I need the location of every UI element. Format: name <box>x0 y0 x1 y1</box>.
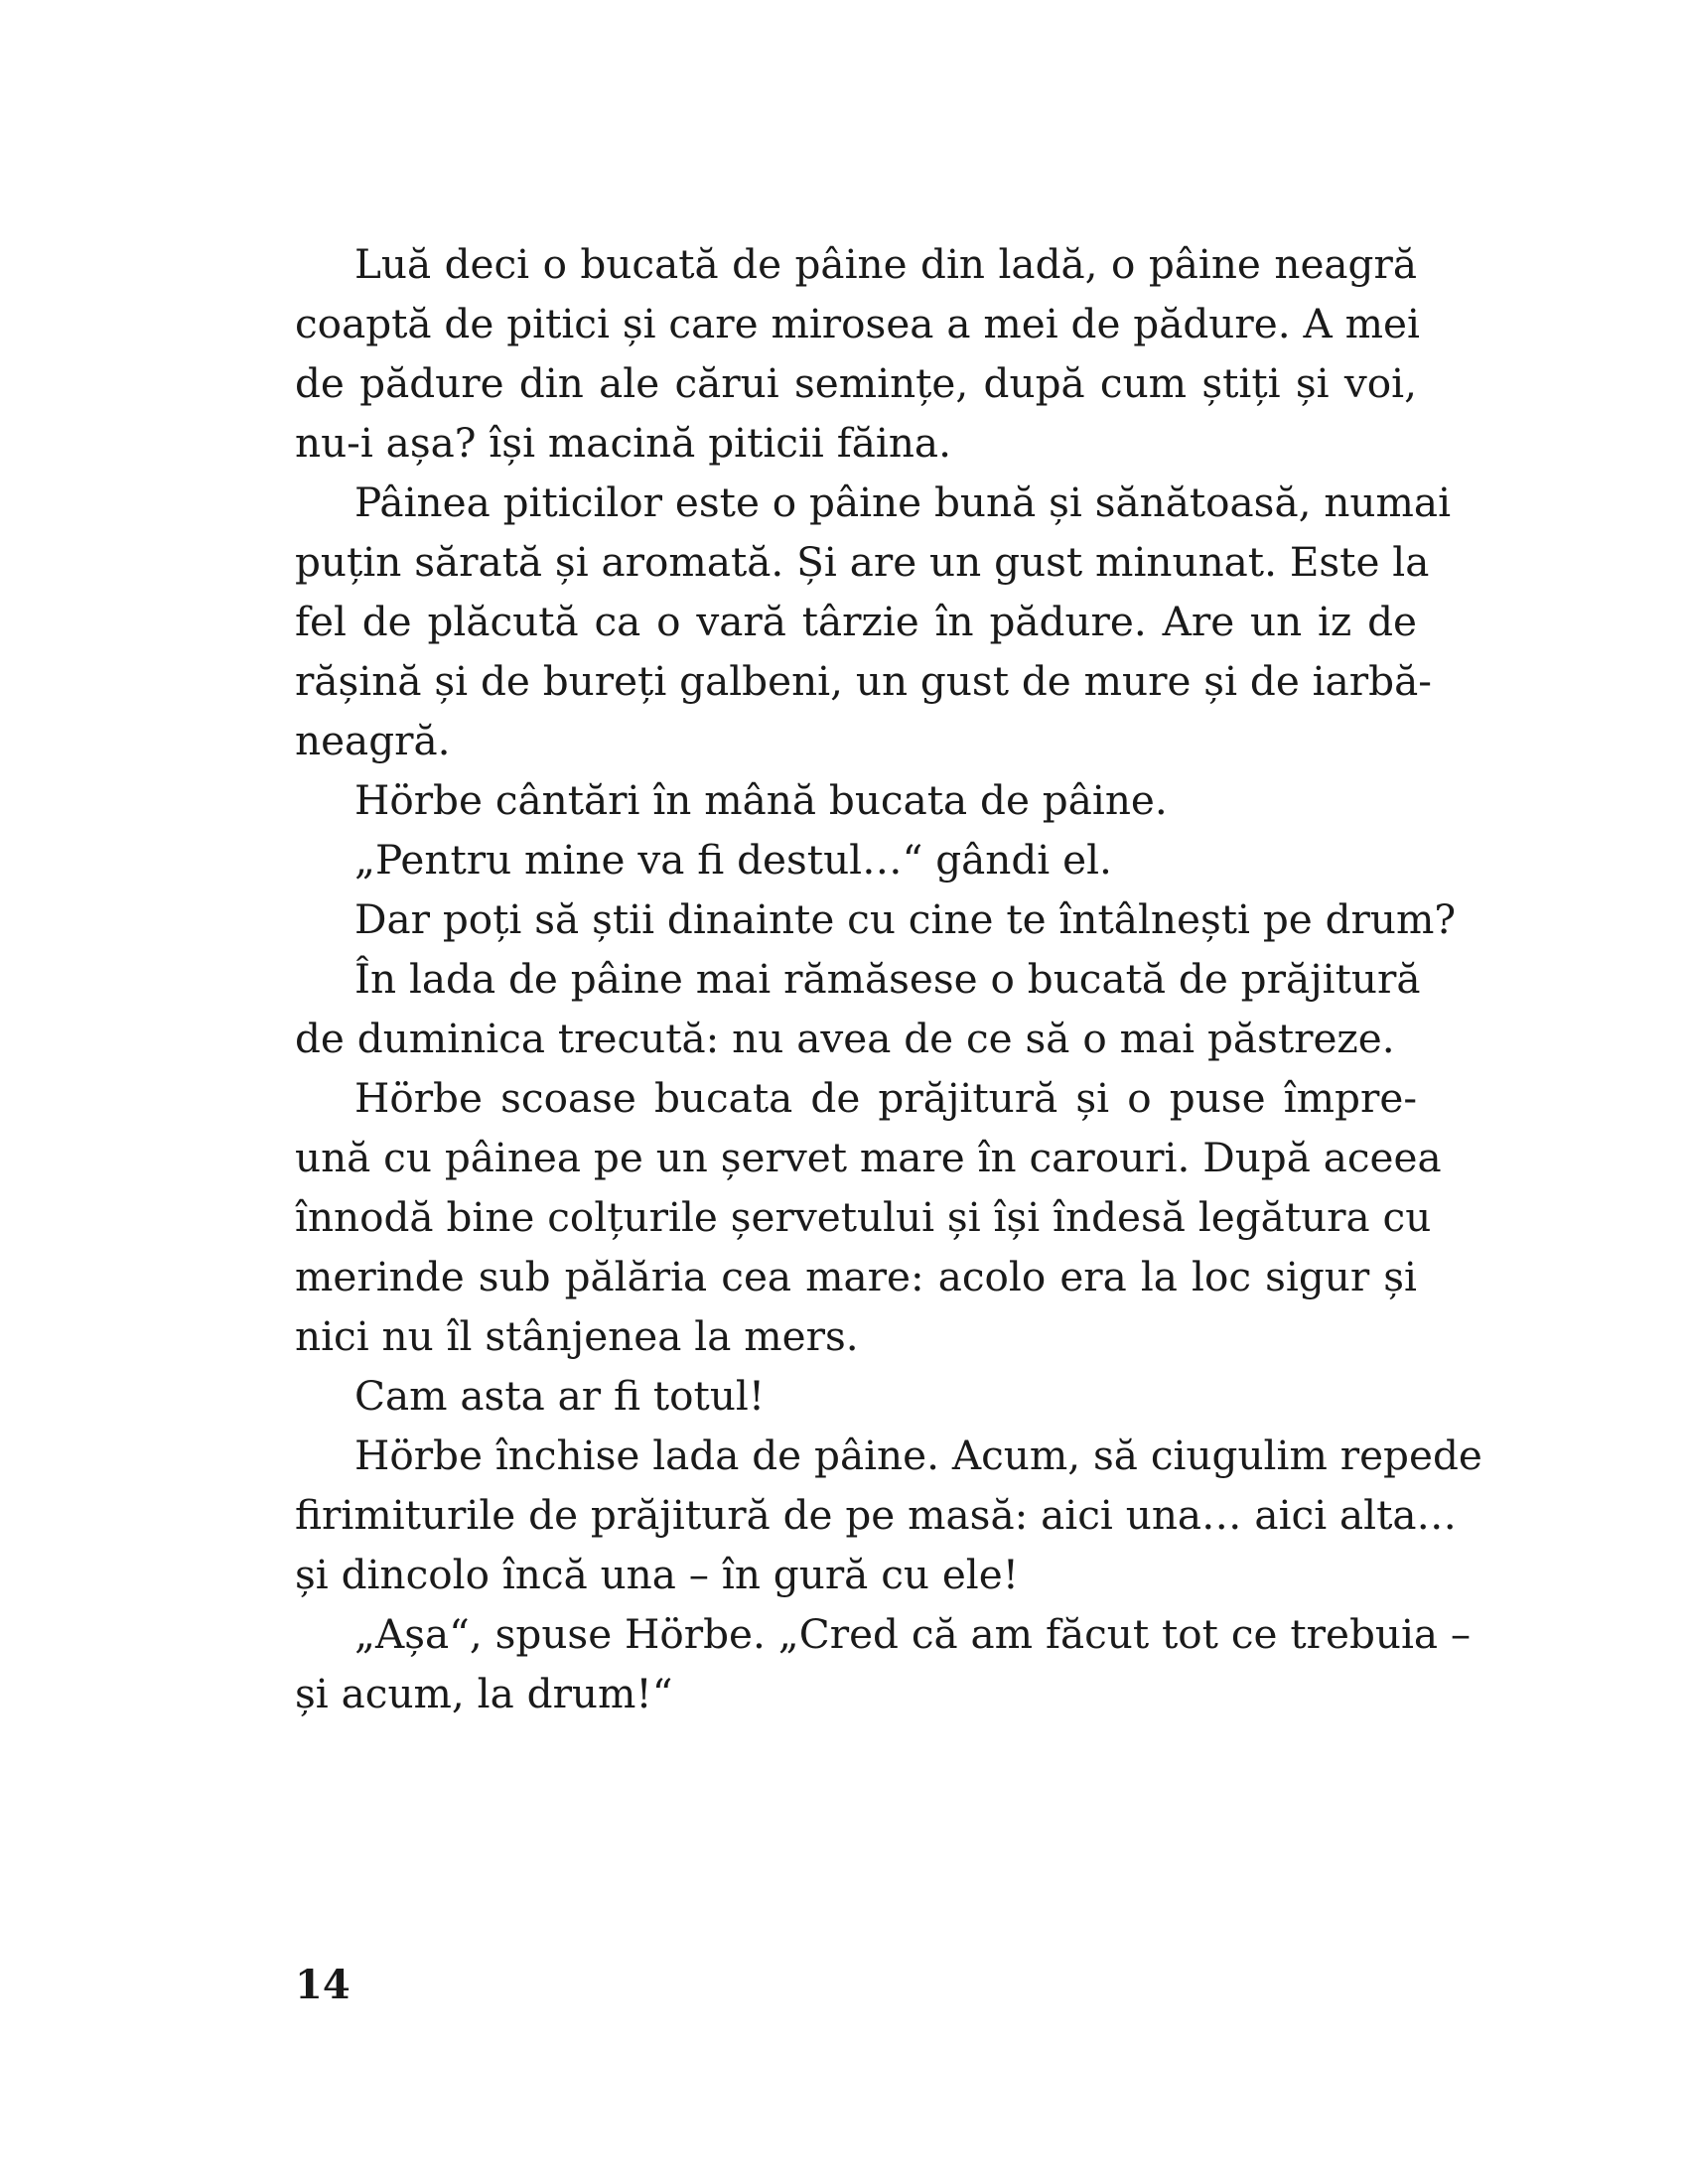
text-line: Hörbe cântări în mână bucata de pâine. <box>354 776 1168 824</box>
text-line: și dincolo încă una – în gură cu ele! <box>295 1551 1019 1598</box>
text-line: Luă deci o bucată de pâine din ladă, o pâine neagră <box>354 240 1417 288</box>
text-line: „Pentru mine va fi destul…“ gândi el. <box>354 836 1112 884</box>
paragraph <box>295 949 1421 1068</box>
text-line: „Așa“, spuse Hörbe. „Cred că am făcut tot ce trebuia – <box>354 1610 1472 1658</box>
paragraph <box>295 1604 1472 1723</box>
text-line: rășină și de bureți galbeni, un gust de mure și de iarbă- <box>295 657 1432 705</box>
paragraph <box>295 1426 1482 1604</box>
text-line: Cam asta ar fi totul! <box>354 1372 766 1420</box>
text-line: nu-i așa? își macină piticii făina. <box>295 419 951 467</box>
text-line: Pâinea piticilor este o pâine bună și sănătoasă, numai <box>354 478 1452 526</box>
paragraph <box>295 1366 1417 1426</box>
text-line: neagră. <box>295 717 451 764</box>
text-line: Dar poți să știi dinainte cu cine te întâlnești pe drum? <box>354 895 1457 943</box>
paragraph <box>295 770 1417 830</box>
text-line: Hörbe scoase bucata de prăjitură și o puse împre- <box>354 1074 1417 1122</box>
paragraph <box>295 473 1452 770</box>
text-line: înnodă bine colțurile șervetului și își îndesă legătura cu <box>295 1193 1432 1241</box>
text-line: În lada de pâine mai rămăsese o bucată de prăjitură <box>354 955 1421 1003</box>
text-line: Hörbe închise lada de pâine. Acum, să ciugulim repede <box>354 1432 1482 1479</box>
text-line: de pădure din ale cărui semințe, după cum știți și voi, <box>295 359 1417 407</box>
text-line: coaptă de pitici și care mirosea a mei de pădure. A mei <box>295 300 1420 347</box>
text-line: merinde sub pălăria cea mare: acolo era la loc sigur și <box>295 1253 1417 1300</box>
paragraph <box>295 1068 1442 1366</box>
paragraph <box>295 889 1457 949</box>
text-line: ună cu pâinea pe un șervet mare în carouri. După aceea <box>295 1134 1442 1181</box>
text-line: și acum, la drum!“ <box>295 1670 673 1717</box>
page-number: 14 <box>295 1962 351 2008</box>
page-body-text <box>295 234 1482 1723</box>
text-line: puțin sărată și aromată. Și are un gust minunat. Este la <box>295 538 1430 586</box>
text-line: nici nu îl stânjenea la mers. <box>295 1312 859 1360</box>
text-line: fel de plăcută ca o vară târzie în pădure. Are un iz de <box>295 598 1417 645</box>
paragraph <box>295 234 1420 473</box>
paragraph <box>295 830 1417 889</box>
text-line: firimiturile de prăjitură de pe masă: aici una… aici alta… <box>295 1491 1458 1539</box>
text-line: de duminica trecută: nu avea de ce să o mai păstreze. <box>295 1015 1395 1062</box>
